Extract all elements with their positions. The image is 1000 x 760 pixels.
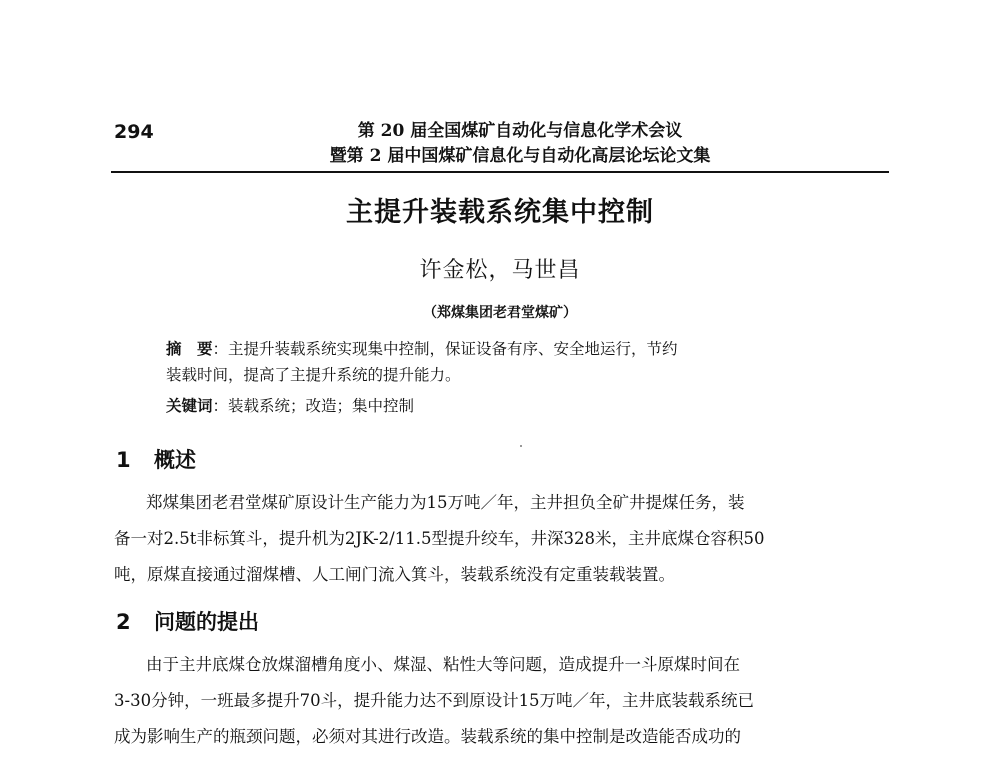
section-number: 1 — [116, 448, 131, 472]
abstract-label: 摘 要 — [166, 340, 213, 358]
body-line: 成为影响生产的瓶颈问题，必须对其进行改造。装载系统的集中控制是改造能否成功的 — [114, 727, 741, 746]
abstract-line-1 — [166, 336, 846, 362]
body-line: 备一对2.5t非标箕斗，提升机为2JK-2/11.5型提升绞车，井深328米，主井底煤仓容积50 — [114, 529, 765, 548]
keywords-text: ：装载系统；改造；集中控制 — [212, 397, 415, 415]
section-number: 2 — [116, 610, 131, 634]
running-header-line-2: 暨第 2 届中国煤矿信息化与自动化高层论坛论文集 — [329, 146, 711, 166]
body-line: 3-30分钟，一班最多提升70斗，提升能力达不到原设计15万吨／年，主井底装载系统已 — [114, 691, 755, 710]
section-title: 问题的提出 — [154, 610, 259, 634]
section-heading — [116, 606, 259, 636]
keywords-line — [166, 393, 846, 419]
scan-speck — [520, 445, 522, 447]
keywords-label: 关键词 — [166, 397, 213, 415]
section-heading — [116, 444, 196, 474]
header-rule — [111, 171, 889, 173]
body-line: 由于主井底煤仓放煤溜槽角度小、煤湿、粘性大等问题，造成提升一斗原煤时间在 — [146, 655, 740, 674]
body-line: 郑煤集团老君堂煤矿原设计生产能力为15万吨／年，主井担负全矿井提煤任务，装 — [146, 493, 745, 512]
abstract-line-2: 装载时间，提高了主提升系统的提升能力。 — [166, 366, 461, 384]
running-header-line-1: 第 20 届全国煤矿自动化与信息化学术会议 — [357, 121, 683, 141]
section-title: 概述 — [154, 448, 196, 472]
page-number: 294 — [114, 121, 154, 143]
abstract-text-1: ：主提升装载系统实现集中控制，保证设备有序、安全地运行，节约 — [212, 340, 678, 358]
affiliation: （郑煤集团老君堂煤矿） — [423, 305, 577, 321]
body-line: 吨，原煤直接通过溜煤槽、人工闸门流入箕斗，装载系统没有定重装载装置。 — [114, 565, 675, 584]
authors: 许金松，马世昌 — [419, 258, 581, 283]
paper-title: 主提升装载系统集中控制 — [346, 197, 654, 228]
